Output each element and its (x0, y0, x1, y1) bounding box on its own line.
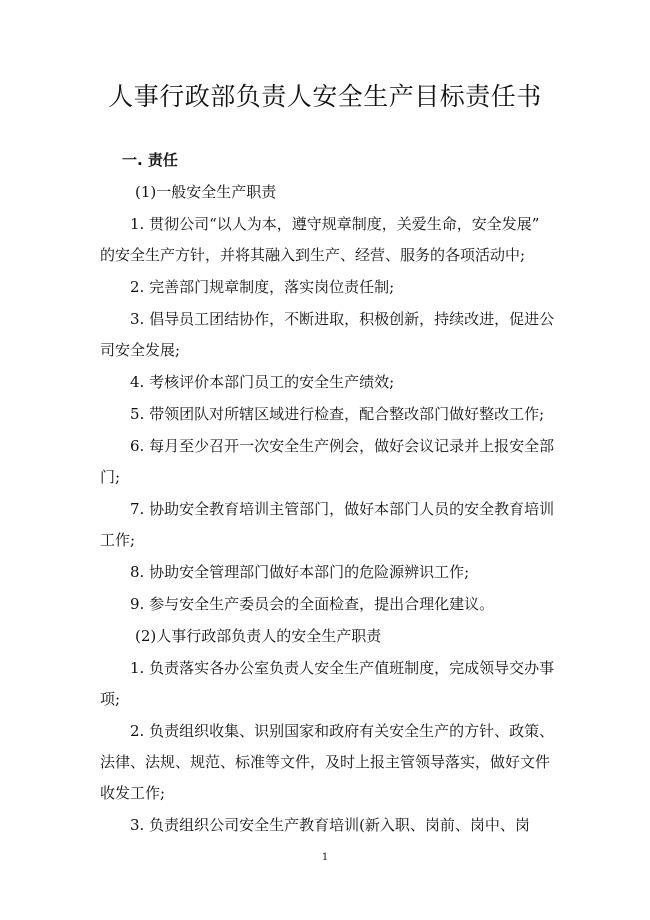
section-heading: 一. 责任 (122, 151, 178, 169)
paragraph-line: 8. 协助安全管理部门做好本部门的危险源辨识工作; (130, 563, 470, 581)
paragraph-line: 3. 负责组织公司安全生产教育培训(新入职、岗前、岗中、岗 (130, 816, 530, 834)
subsection-heading-2: (2)人事行政部负责人的安全生产职责 (135, 627, 382, 645)
paragraph-line: 1. 贯彻公司“以人为本，遵守规章制度，关爱生命，安全发展” (130, 215, 540, 233)
paragraph-line: 项; (100, 690, 121, 708)
paragraph-line: 3. 倡导员工团结协作，不断进取，积极创新，持续改进，促进公 (130, 310, 555, 328)
paragraph-line: 5. 带领团队对所辖区域进行检查，配合整改部门做好整改工作; (130, 405, 545, 423)
paragraph-line: 2. 完善部门规章制度，落实岗位责任制; (130, 278, 395, 296)
paragraph-line: 门; (100, 468, 121, 486)
subsection-heading-1: (1)一般安全生产职责 (135, 183, 277, 201)
paragraph-line: 工作; (100, 531, 136, 549)
page-number: 1 (321, 852, 329, 863)
paragraph-line: 7. 协助安全教育培训主管部门，做好本部门人员的安全教育培训 (130, 500, 555, 518)
paragraph-line: 司安全发展; (100, 341, 181, 359)
paragraph-line: 的安全生产方针，并将其融入到生产、经营、服务的各项活动中; (100, 246, 526, 264)
paragraph-line: 2. 负责组织收集、识别国家和政府有关安全生产的方针、政策、 (130, 722, 555, 740)
paragraph-line: 1. 负责落实各办公室负责人安全生产值班制度，完成领导交办事 (130, 659, 555, 677)
paragraph-line: 6. 每月至少召开一次安全生产例会，做好会议记录并上报安全部 (130, 437, 555, 455)
paragraph-line: 4. 考核评价本部门员工的安全生产绩效; (130, 373, 395, 391)
document-title: 人事行政部负责人安全生产目标责任书 (108, 82, 542, 111)
paragraph-line: 法律、法规、规范、标准等文件，及时上报主管领导落实，做好文件 (100, 753, 551, 771)
paragraph-line: 收发工作; (100, 784, 166, 802)
paragraph-line: 9. 参与安全生产委员会的全面检查，提出合理化建议。 (130, 595, 495, 613)
